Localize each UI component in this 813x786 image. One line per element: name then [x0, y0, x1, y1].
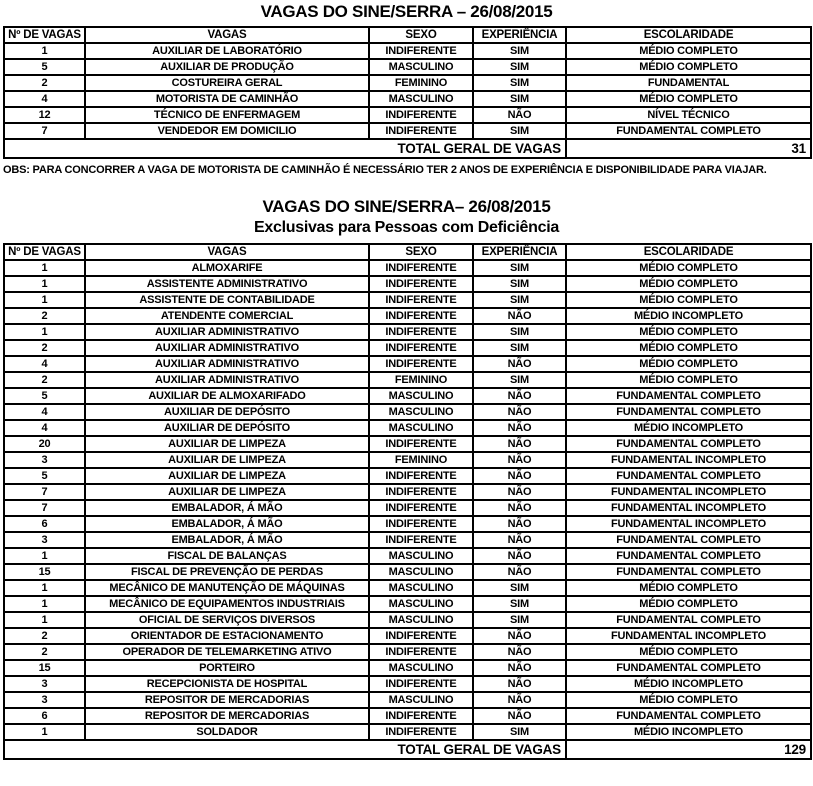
total-label: TOTAL GERAL DE VAGAS — [4, 139, 566, 158]
table-row — [4, 388, 811, 404]
table-cell: 7 — [4, 500, 85, 516]
table-cell: SIM — [473, 43, 566, 59]
column-header: Nº DE VAGAS — [4, 27, 85, 43]
table-cell: NÃO — [473, 356, 566, 372]
table-cell: MECÂNICO DE MANUTENÇÃO DE MÁQUINAS — [85, 580, 369, 596]
table-cell: 15 — [4, 660, 85, 676]
column-header: EXPERIÊNCIA — [473, 244, 566, 260]
table-cell: ORIENTADOR DE ESTACIONAMENTO — [85, 628, 369, 644]
table-cell: 6 — [4, 516, 85, 532]
table-row — [4, 420, 811, 436]
table-cell: 3 — [4, 676, 85, 692]
total-row — [4, 139, 811, 158]
table-cell: AUXILIAR DE LABORATÓRIO — [85, 43, 369, 59]
column-header: ESCOLARIDADE — [566, 27, 811, 43]
table-cell: INDIFERENTE — [369, 708, 473, 724]
table-cell: AUXILIAR DE LIMPEZA — [85, 484, 369, 500]
table-cell: 3 — [4, 452, 85, 468]
table-cell: SIM — [473, 612, 566, 628]
table-cell: FEMININO — [369, 452, 473, 468]
table-cell: INDIFERENTE — [369, 356, 473, 372]
observation-note: OBS: PARA CONCORRER A VAGA DE MOTORISTA DE CAMINHÃO É NECESSÁRIO TER 2 ANOS DE EXPERIÊNCIA E DISPONIBILIDADE PARA VIAJAR. — [3, 164, 767, 176]
table-cell: 1 — [4, 596, 85, 612]
table-cell: NÃO — [473, 644, 566, 660]
table-cell: INDIFERENTE — [369, 292, 473, 308]
table-cell: 4 — [4, 356, 85, 372]
table-cell: MÉDIO INCOMPLETO — [566, 308, 811, 324]
table-cell: MASCULINO — [369, 59, 473, 75]
table-cell: SIM — [473, 596, 566, 612]
table-row — [4, 532, 811, 548]
table-cell: MÉDIO COMPLETO — [566, 356, 811, 372]
table-row — [4, 452, 811, 468]
table-cell: AUXILIAR DE PRODUÇÃO — [85, 59, 369, 75]
table-cell: 1 — [4, 276, 85, 292]
table-row — [4, 308, 811, 324]
table-cell: MÉDIO COMPLETO — [566, 59, 811, 75]
table-cell: NÃO — [473, 516, 566, 532]
table-cell: SIM — [473, 91, 566, 107]
table-cell: 12 — [4, 107, 85, 123]
table-cell: 2 — [4, 372, 85, 388]
table-cell: MÉDIO COMPLETO — [566, 276, 811, 292]
table-cell: MASCULINO — [369, 548, 473, 564]
table-cell: ASSISTENTE ADMINISTRATIVO — [85, 276, 369, 292]
total-label: TOTAL GERAL DE VAGAS — [4, 740, 566, 759]
general-vacancies-title: VAGAS DO SINE/SERRA – 26/08/2015 — [260, 2, 553, 21]
table-cell: INDIFERENTE — [369, 260, 473, 276]
table-row — [4, 276, 811, 292]
column-header: ESCOLARIDADE — [566, 244, 811, 260]
table-cell: AUXILIAR ADMINISTRATIVO — [85, 340, 369, 356]
table-cell: AUXILIAR DE ALMOXARIFADO — [85, 388, 369, 404]
table-cell: NÃO — [473, 404, 566, 420]
table-cell: NÃO — [473, 676, 566, 692]
table-row — [4, 676, 811, 692]
disability-vacancies-subtitle: Exclusivas para Pessoas com Deficiência — [254, 219, 559, 236]
table-cell: NÃO — [473, 692, 566, 708]
table-cell: AUXILIAR DE LIMPEZA — [85, 468, 369, 484]
table-row — [4, 260, 811, 276]
table-cell: COSTUREIRA GERAL — [85, 75, 369, 91]
table-cell: INDIFERENTE — [369, 516, 473, 532]
table-cell: INDIFERENTE — [369, 340, 473, 356]
table-cell: MASCULINO — [369, 388, 473, 404]
table-cell: MOTORISTA DE CAMINHÃO — [85, 91, 369, 107]
total-value: 31 — [566, 139, 811, 158]
table-cell: MÉDIO COMPLETO — [566, 324, 811, 340]
table-cell: NÃO — [473, 420, 566, 436]
table-row — [4, 500, 811, 516]
table-cell: FEMININO — [369, 75, 473, 91]
table-cell: EMBALADOR, Á MÃO — [85, 532, 369, 548]
table-cell: 1 — [4, 612, 85, 628]
table-cell: SOLDADOR — [85, 724, 369, 740]
table-cell: ASSISTENTE DE CONTABILIDADE — [85, 292, 369, 308]
table-cell: INDIFERENTE — [369, 468, 473, 484]
table-cell: INDIFERENTE — [369, 724, 473, 740]
table-cell: AUXILIAR DE LIMPEZA — [85, 436, 369, 452]
table-cell: ATENDENTE COMERCIAL — [85, 308, 369, 324]
table-row — [4, 708, 811, 724]
table-row — [4, 580, 811, 596]
table-cell: 6 — [4, 708, 85, 724]
table-cell: MASCULINO — [369, 596, 473, 612]
column-header: VAGAS — [85, 27, 369, 43]
table-cell: EMBALADOR, Á MÃO — [85, 500, 369, 516]
table-cell: MÉDIO COMPLETO — [566, 692, 811, 708]
table-cell: NÃO — [473, 628, 566, 644]
table-row — [4, 324, 811, 340]
table-cell: NÃO — [473, 532, 566, 548]
table-row — [4, 436, 811, 452]
table-row — [4, 292, 811, 308]
table-cell: FUNDAMENTAL INCOMPLETO — [566, 516, 811, 532]
table-cell: 3 — [4, 532, 85, 548]
table-cell: 3 — [4, 692, 85, 708]
table-cell: OFICIAL DE SERVIÇOS DIVERSOS — [85, 612, 369, 628]
table-row — [4, 516, 811, 532]
table-cell: MÉDIO COMPLETO — [566, 260, 811, 276]
table-cell: FUNDAMENTAL COMPLETO — [566, 436, 811, 452]
table-cell: 5 — [4, 388, 85, 404]
table-row — [4, 91, 811, 107]
table-cell: MÉDIO COMPLETO — [566, 580, 811, 596]
table-cell: INDIFERENTE — [369, 324, 473, 340]
table-cell: INDIFERENTE — [369, 43, 473, 59]
table-row — [4, 628, 811, 644]
table-cell: MASCULINO — [369, 404, 473, 420]
table-row — [4, 548, 811, 564]
table-cell: 20 — [4, 436, 85, 452]
table-cell: 2 — [4, 340, 85, 356]
table-cell: 1 — [4, 260, 85, 276]
table-cell: NÃO — [473, 452, 566, 468]
table-cell: FUNDAMENTAL COMPLETO — [566, 708, 811, 724]
table-cell: AUXILIAR ADMINISTRATIVO — [85, 324, 369, 340]
table-cell: NÃO — [473, 500, 566, 516]
table-cell: FEMININO — [369, 372, 473, 388]
table-cell: NÃO — [473, 388, 566, 404]
table-cell: SIM — [473, 324, 566, 340]
table-row — [4, 468, 811, 484]
table-cell: NÃO — [473, 484, 566, 500]
table-cell: PORTEIRO — [85, 660, 369, 676]
table-cell: 7 — [4, 484, 85, 500]
column-header: EXPERIÊNCIA — [473, 27, 566, 43]
table-row — [4, 123, 811, 139]
table-cell: REPOSITOR DE MERCADORIAS — [85, 708, 369, 724]
table-cell: INDIFERENTE — [369, 308, 473, 324]
table-cell: AUXILIAR DE DEPÓSITO — [85, 420, 369, 436]
table-row — [4, 692, 811, 708]
table-cell: FUNDAMENTAL COMPLETO — [566, 123, 811, 139]
table-cell: INDIFERENTE — [369, 500, 473, 516]
table-cell: INDIFERENTE — [369, 107, 473, 123]
table-cell: INDIFERENTE — [369, 628, 473, 644]
table-row — [4, 340, 811, 356]
table-row — [4, 75, 811, 91]
table-cell: NÃO — [473, 308, 566, 324]
table-cell: SIM — [473, 292, 566, 308]
table-row — [4, 644, 811, 660]
table-cell: AUXILIAR ADMINISTRATIVO — [85, 372, 369, 388]
table-cell: 1 — [4, 580, 85, 596]
table-cell: FUNDAMENTAL INCOMPLETO — [566, 452, 811, 468]
table-cell: NÃO — [473, 660, 566, 676]
table-cell: 1 — [4, 292, 85, 308]
table-cell: MASCULINO — [369, 692, 473, 708]
table-row — [4, 596, 811, 612]
table-cell: INDIFERENTE — [369, 276, 473, 292]
table-cell: 2 — [4, 75, 85, 91]
disability-vacancies-table — [3, 243, 812, 760]
total-row — [4, 740, 811, 759]
table-cell: RECEPCIONISTA DE HOSPITAL — [85, 676, 369, 692]
table-row — [4, 660, 811, 676]
table-cell: 5 — [4, 59, 85, 75]
table-cell: 2 — [4, 628, 85, 644]
table-cell: FUNDAMENTAL COMPLETO — [566, 612, 811, 628]
table-header-row — [4, 244, 811, 260]
table-cell: ALMOXARIFE — [85, 260, 369, 276]
table-cell: FUNDAMENTAL COMPLETO — [566, 660, 811, 676]
table-cell: NÃO — [473, 107, 566, 123]
column-header: VAGAS — [85, 244, 369, 260]
table-cell: MASCULINO — [369, 91, 473, 107]
table-cell: 4 — [4, 91, 85, 107]
table-cell: NÍVEL TÉCNICO — [566, 107, 811, 123]
table-cell: SIM — [473, 340, 566, 356]
table-cell: INDIFERENTE — [369, 484, 473, 500]
table-cell: MÉDIO INCOMPLETO — [566, 724, 811, 740]
table-cell: MÉDIO COMPLETO — [566, 596, 811, 612]
table-cell: INDIFERENTE — [369, 123, 473, 139]
table-cell: MÉDIO COMPLETO — [566, 340, 811, 356]
table-cell: 2 — [4, 308, 85, 324]
table-cell: EMBALADOR, Á MÃO — [85, 516, 369, 532]
table-cell: FUNDAMENTAL — [566, 75, 811, 91]
table-cell: AUXILIAR ADMINISTRATIVO — [85, 356, 369, 372]
table-cell: SIM — [473, 372, 566, 388]
table-cell: AUXILIAR DE DEPÓSITO — [85, 404, 369, 420]
table-cell: MÉDIO COMPLETO — [566, 372, 811, 388]
table-cell: MÉDIO INCOMPLETO — [566, 420, 811, 436]
table-row — [4, 372, 811, 388]
table-cell: INDIFERENTE — [369, 676, 473, 692]
table-cell: FUNDAMENTAL COMPLETO — [566, 532, 811, 548]
table-cell: INDIFERENTE — [369, 436, 473, 452]
table-cell: MECÂNICO DE EQUIPAMENTOS INDUSTRIAIS — [85, 596, 369, 612]
table-cell: TÉCNICO DE ENFERMAGEM — [85, 107, 369, 123]
table-cell: MÉDIO COMPLETO — [566, 644, 811, 660]
table-cell: FUNDAMENTAL COMPLETO — [566, 564, 811, 580]
table-cell: MÉDIO INCOMPLETO — [566, 676, 811, 692]
table-cell: FISCAL DE PREVENÇÃO DE PERDAS — [85, 564, 369, 580]
table-cell: NÃO — [473, 468, 566, 484]
table-cell: 7 — [4, 123, 85, 139]
table-row — [4, 564, 811, 580]
table-row — [4, 484, 811, 500]
table-row — [4, 43, 811, 59]
table-cell: MASCULINO — [369, 580, 473, 596]
table-cell: MASCULINO — [369, 660, 473, 676]
table-cell: SIM — [473, 260, 566, 276]
table-cell: FUNDAMENTAL INCOMPLETO — [566, 484, 811, 500]
table-cell: INDIFERENTE — [369, 532, 473, 548]
table-cell: FUNDAMENTAL COMPLETO — [566, 388, 811, 404]
table-cell: MÉDIO COMPLETO — [566, 91, 811, 107]
table-cell: 5 — [4, 468, 85, 484]
column-header: SEXO — [369, 27, 473, 43]
column-header: Nº DE VAGAS — [4, 244, 85, 260]
table-cell: 1 — [4, 548, 85, 564]
table-cell: OPERADOR DE TELEMARKETING ATIVO — [85, 644, 369, 660]
table-cell: 15 — [4, 564, 85, 580]
table-cell: 4 — [4, 404, 85, 420]
table-cell: REPOSITOR DE MERCADORIAS — [85, 692, 369, 708]
table-cell: MASCULINO — [369, 612, 473, 628]
table-cell: MASCULINO — [369, 564, 473, 580]
table-cell: INDIFERENTE — [369, 644, 473, 660]
table-cell: NÃO — [473, 564, 566, 580]
table-cell: SIM — [473, 59, 566, 75]
table-row — [4, 724, 811, 740]
disability-vacancies-title: VAGAS DO SINE/SERRA– 26/08/2015 — [262, 197, 551, 216]
table-cell: SIM — [473, 724, 566, 740]
table-row — [4, 612, 811, 628]
table-cell: FUNDAMENTAL COMPLETO — [566, 404, 811, 420]
table-cell: SIM — [473, 123, 566, 139]
table-header-row — [4, 27, 811, 43]
table-cell: NÃO — [473, 708, 566, 724]
table-cell: FUNDAMENTAL INCOMPLETO — [566, 628, 811, 644]
table-row — [4, 404, 811, 420]
table-cell: NÃO — [473, 548, 566, 564]
table-cell: 1 — [4, 324, 85, 340]
column-header: SEXO — [369, 244, 473, 260]
table-cell: MÉDIO COMPLETO — [566, 292, 811, 308]
table-cell: MÉDIO COMPLETO — [566, 43, 811, 59]
table-cell: 4 — [4, 420, 85, 436]
general-vacancies-table — [3, 26, 812, 159]
table-cell: FUNDAMENTAL COMPLETO — [566, 548, 811, 564]
table-cell: NÃO — [473, 436, 566, 452]
table-cell: FISCAL DE BALANÇAS — [85, 548, 369, 564]
table-row — [4, 107, 811, 123]
table-cell: VENDEDOR EM DOMICILIO — [85, 123, 369, 139]
total-value: 129 — [566, 740, 811, 759]
table-cell: FUNDAMENTAL INCOMPLETO — [566, 500, 811, 516]
table-cell: AUXILIAR DE LIMPEZA — [85, 452, 369, 468]
table-row — [4, 59, 811, 75]
table-cell: SIM — [473, 580, 566, 596]
table-cell: MASCULINO — [369, 420, 473, 436]
table-cell: 2 — [4, 644, 85, 660]
table-cell: SIM — [473, 75, 566, 91]
table-cell: FUNDAMENTAL COMPLETO — [566, 468, 811, 484]
table-cell: SIM — [473, 276, 566, 292]
table-cell: 1 — [4, 43, 85, 59]
table-cell: 1 — [4, 724, 85, 740]
table-row — [4, 356, 811, 372]
